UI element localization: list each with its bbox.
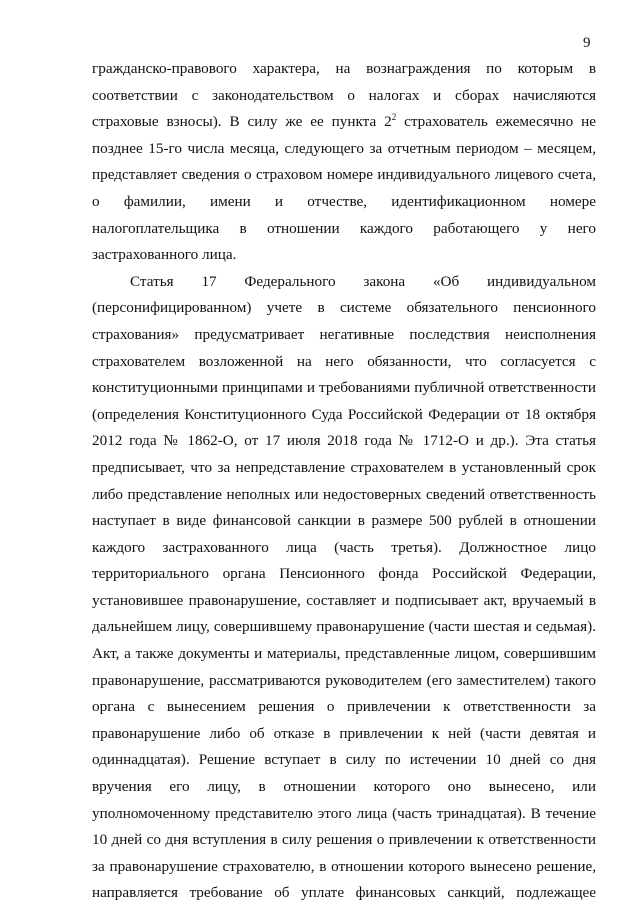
paragraph-text-end: страхователь ежемесячно не позднее 15-го числа месяца, следующего за отчетным периодом – месяцем, представляет сведения о страховом номере индивидуального лицевого счета, о фамилии, имени и отчестве, идентификационном номере налогоплательщика в отношении каждого работающего у него застрахованного лица. <box>92 113 596 264</box>
paragraph-text-start: гражданско-правового характера, на вознаграждения по которым в соответствии с законодательством о налогах и сборах начисляются страховые взносы). В силу же ее пункта 2 <box>92 60 596 131</box>
page-number: 9 <box>583 35 591 51</box>
superscript: 2 <box>391 112 397 123</box>
paragraph-continuation <box>92 56 596 269</box>
paragraph-article-17: Статья 17 Федерального закона «Об индивидуальном (персонифицированном) учете в системе обязательного пенсионного страхования» предусматривает негативные последствия неисполнения страхователем возложенной на него обязанности, что согласуется с конституционными принципами и требованиями публичной ответственности (определения Конституционного Суда Российской Федерации от 18 октября 2012 года № 1862-О, от 17 июля 2018 года № 1712-О и др.). Эта статья предписывает, что за непредставление страхователем в установленный срок либо представление неполных или недостоверных сведений ответственность наступает в виде финансовой санкции в размере 500 рублей в отношении каждого застрахованного лица (часть третья). Должностное лицо территориального органа Пенсионного фонда Российской Федерации, установившее правонарушение, составляет и подписывает акт, вручаемый в дальнейшем лицу, совершившему правонарушение (части шестая и седьмая). Акт, а также документы и материалы, представленные лицом, совершившим правонарушение, рассматриваются руководителем (его заместителем) такого органа с вынесением решения о привлечении к ответственности за правонарушение либо об отказе в привлечении к ней (части девятая и одиннадцатая). Решение вступает в силу по истечении 10 дней со дня вручения его лицу, в отношении которого оно вынесено, или уполномоченному представителю этого лица (часть тринадцатая). В течение 10 дней со дня вступления в силу решения о привлечении к ответственности за правонарушение страхователю, в отношении которого вынесено решение, направляется требование об уплате финансовых санкций, подлежащее <box>92 272 596 902</box>
document-body <box>92 56 596 907</box>
